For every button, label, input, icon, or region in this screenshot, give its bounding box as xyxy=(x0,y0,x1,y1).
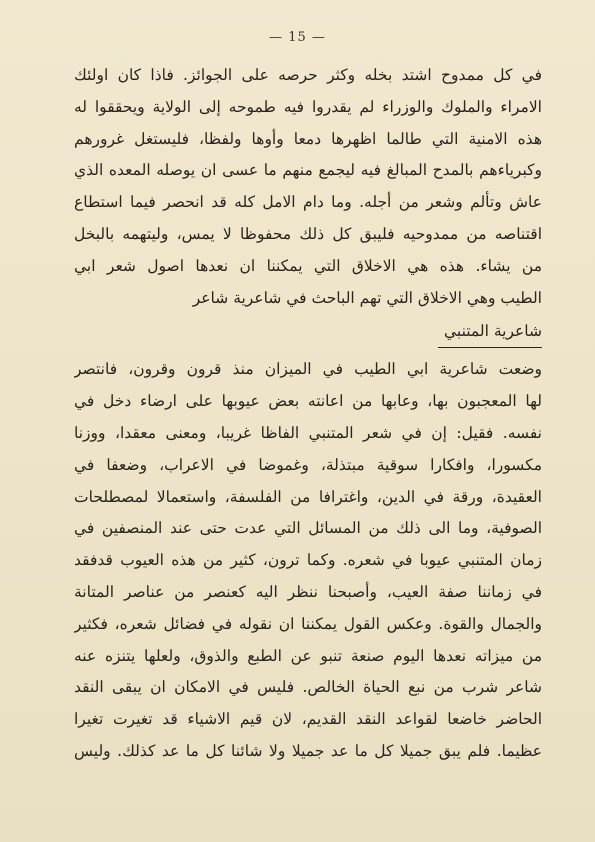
section-heading-row xyxy=(74,314,542,354)
text-line: الحاضر خاضعا لقواعد النقد القديم، لان قيم الاشياء قد تغيرت تغيرا xyxy=(74,710,542,729)
text-line: في كل ممدوح اشتد بخله وكثر حرصه على الجوائز. فاذا كان اولئك xyxy=(74,66,542,84)
text-line: وكبرياءهم بالمدح المبالغ فيه ليجمع منهم ما عسى ان يوصله المعده الذي xyxy=(74,161,542,180)
text-line: عظيما. فلم يبق جميلا كل ما عد جميلا ولا شائنا كل ما عد كذلك. وليس xyxy=(74,741,542,760)
text-line: العقيدة، ورقة في الدين، واغترافا من الفلسفة، واستعمالا لمصطلحات xyxy=(74,487,542,506)
text-line: لها المعجبون بها، وعابها من اعانته بعض عيوبها على ارضاء دخل في xyxy=(74,392,542,411)
page-body xyxy=(74,60,542,768)
text-line: هذه الامنية التي طالما اظهرها دمعا وأوها ولفظا، فليستغل غرورهم xyxy=(74,129,542,148)
text-line: في زماننا صفة العيب، وأصبحنا ننظر اليه كعنصر من عناصر المتانة xyxy=(74,582,542,601)
text-line: الطيب وهي الاخلاق التي تهم الباحث في شاعرية شاعر xyxy=(192,288,542,307)
section-heading: شاعرية المتنبي xyxy=(438,316,542,348)
text-line: مكسورا، وافكارا سوقية مبتذلة، وغموضا في الاعراب، وضعفا في xyxy=(74,455,542,474)
text-line: شاعر شرب من نبع الحياة الخالص. فليس في الامكان ان يبقى النقد xyxy=(74,678,542,697)
text-line: نفسه. فقيل: إن في شعر المتنبي الفاظا غريبا، ومعنى معقدا، ووزنا xyxy=(74,423,542,442)
text-line: وضعت شاعرية ابي الطيب في الميزان منذ قرون وقرون، فانتصر xyxy=(74,360,542,379)
page-number: — 15 — xyxy=(269,30,326,45)
text-line: زمان المتنبي عيوبا في شعره. وكما ترون، كثير من هذه العيوب قدفقد xyxy=(74,551,542,570)
text-line: عاش وتألم وشعر من أجله. وما دام الامل كله قد انحصر فيما استطاع xyxy=(74,193,542,212)
text-line: اقتناصه من ممدوحيه فليبق كل ذلك محفوظا لا يمس، وليتهمه بالبخل xyxy=(74,224,542,243)
text-line: من ميزاته نعدها اليوم صنعة تنبو عن الطبع والذوق، ولعلها يتنزه عنه xyxy=(74,646,542,665)
text-line: الصوفية، وما الى ذلك من المسائل التي عدت حتى عند المنصفين في xyxy=(74,519,542,538)
text-line: الامراء والملوك والوزراء لم يقدروا فيه طموحه إلى الولاية ويحققوا له xyxy=(74,97,542,116)
text-line: والجمال والقوة. وعكس القول يمكننا ان نقوله في فضائل شعره، فكثير xyxy=(74,614,542,633)
text-line: من يشاء. هذه هي الاخلاق التي يمكننا ان نعدها اصول شعر ابي xyxy=(74,256,542,275)
